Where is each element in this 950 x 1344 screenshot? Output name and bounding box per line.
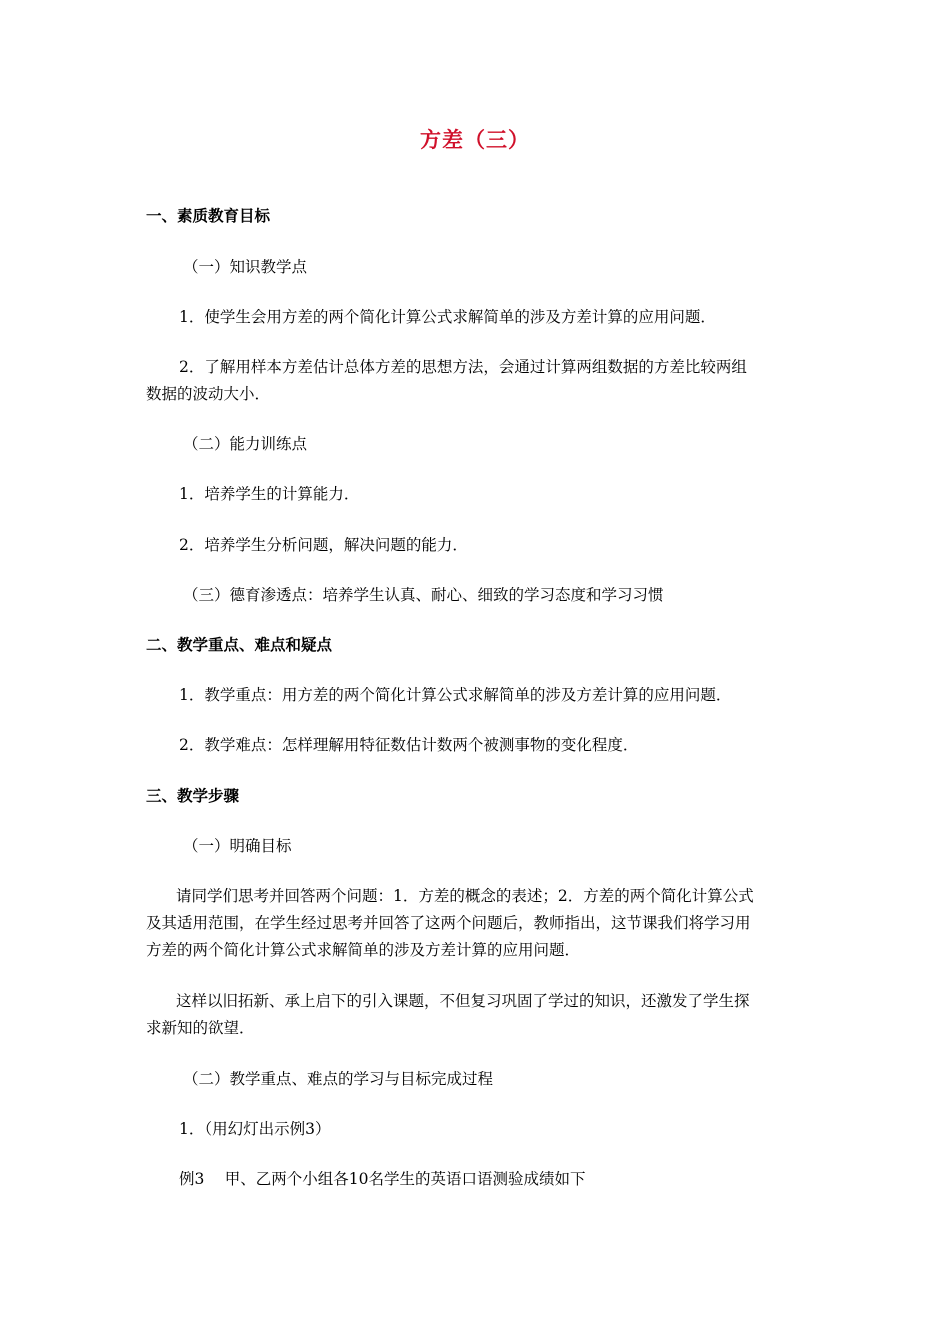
subheading-goals: （一）明确目标 bbox=[183, 837, 292, 855]
example-heading: 例3 甲、乙两个小组各10名学生的英语口语测验成绩如下 bbox=[179, 1170, 586, 1188]
paragraph-item: 2．培养学生分析问题，解决问题的能力． bbox=[179, 536, 468, 554]
subheading-knowledge: （一）知识教学点 bbox=[183, 258, 308, 276]
paragraph-line: 请同学们思考并回答两个问题：1．方差的概念的表述；2．方差的两个简化计算公式 bbox=[176, 887, 754, 905]
subheading-moral: （三）德育渗透点：培养学生认真、耐心、细致的学习态度和学习习惯 bbox=[183, 586, 664, 604]
subheading-ability: （二）能力训练点 bbox=[183, 435, 308, 453]
section-heading-2: 二、教学重点、难点和疑点 bbox=[146, 636, 333, 654]
paragraph-item: 1．培养学生的计算能力． bbox=[179, 485, 360, 503]
paragraph-line: 及其适用范围，在学生经过思考并回答了这两个问题后，教师指出，这节课我们将学习用 bbox=[146, 914, 751, 932]
paragraph-line: 这样以旧拓新、承上启下的引入课题，不但复习巩固了学过的知识，还激发了学生探 bbox=[176, 992, 750, 1010]
paragraph-continuation: 数据的波动大小． bbox=[146, 385, 271, 403]
paragraph-item: 1．使学生会用方差的两个简化计算公式求解简单的涉及方差计算的应用问题． bbox=[179, 308, 716, 326]
section-heading-1: 一、素质教育目标 bbox=[146, 207, 271, 225]
paragraph-line: 求新知的欲望． bbox=[146, 1019, 255, 1037]
paragraph-item: 2．教学难点：怎样理解用特征数估计数两个被测事物的变化程度． bbox=[179, 736, 639, 754]
paragraph-line: 方差的两个简化计算公式求解简单的涉及方差计算的应用问题． bbox=[146, 941, 581, 959]
section-heading-3: 三、教学步骤 bbox=[146, 787, 240, 805]
paragraph-item: 1．教学重点：用方差的两个简化计算公式求解简单的涉及方差计算的应用问题． bbox=[179, 686, 732, 704]
paragraph-item: 1．（用幻灯出示例3） bbox=[179, 1120, 331, 1138]
document-title: 方差（三） bbox=[420, 127, 530, 152]
paragraph-item: 2．了解用样本方差估计总体方差的思想方法，会通过计算两组数据的方差比较两组 bbox=[179, 358, 747, 376]
subheading-process: （二）教学重点、难点的学习与目标完成过程 bbox=[183, 1070, 494, 1088]
